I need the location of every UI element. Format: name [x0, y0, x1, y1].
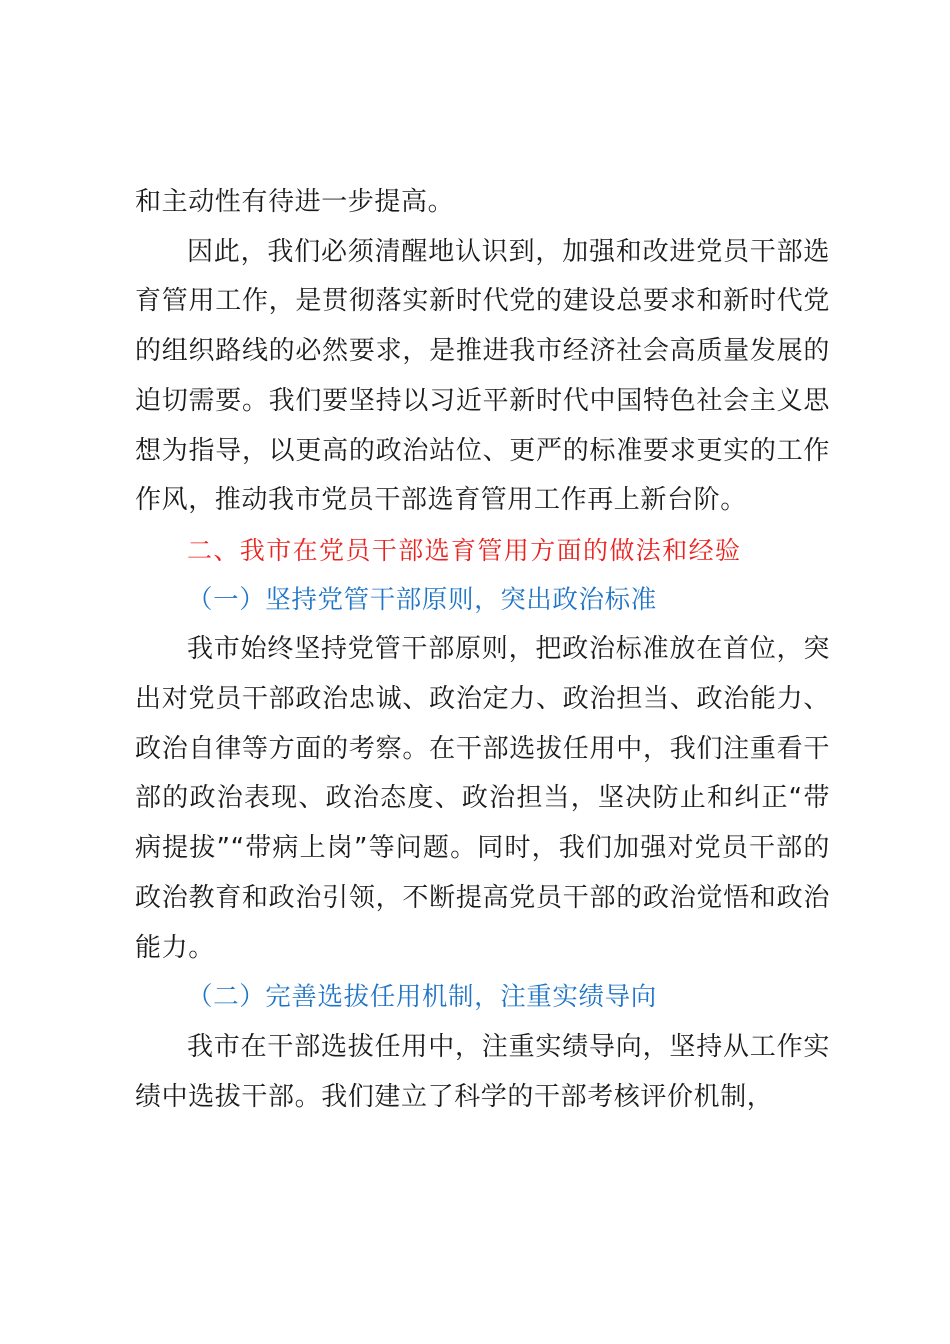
paragraph-therefore: 因此，我们必须清醒地认识到，加强和改进党员干部选育管用工作，是贯彻落实新时代党的建设总要求和新时代党的组织路线的必然要求，是推进我市经济社会高质量发展的迫切需要。我们要坚持以习近平新时代中国特色社会主义思想为指导，以更高的政治站位、更严的标准要求更实的工作作风，推动我市党员干部选育管用工作再上新台阶。 [135, 236, 830, 516]
paragraph-continued: 和主动性有待进一步提高。 [135, 187, 455, 217]
paragraph-performance-oriented: 我市在干部选拔任用中，注重实绩导向，坚持从工作实绩中选拔干部。我们建立了科学的干部考核评价机制， [135, 1031, 830, 1112]
paragraph-political-standard: 我市始终坚持党管干部原则，把政治标准放在首位，突出对党员干部政治忠诚、政治定力、政治担当、政治能力、政治自律等方面的考察。在干部选拔任用中，我们注重看干部的政治表现、政治态度、政治担当，坚决防止和纠正“带病提拔”“带病上岗”等问题。同时，我们加强对党员干部的政治教育和政治引领，不断提高党员干部的政治觉悟和政治能力。 [135, 634, 830, 963]
document-body [135, 178, 830, 1122]
subsection-heading-1: （一）坚持党管干部原则，突出政治标准 [187, 584, 657, 615]
subsection-heading-2: （二）完善选拔任用机制，注重实绩导向 [187, 982, 657, 1013]
section-heading-practices: 二、我市在党员干部选育管用方面的做法和经验 [187, 535, 742, 565]
